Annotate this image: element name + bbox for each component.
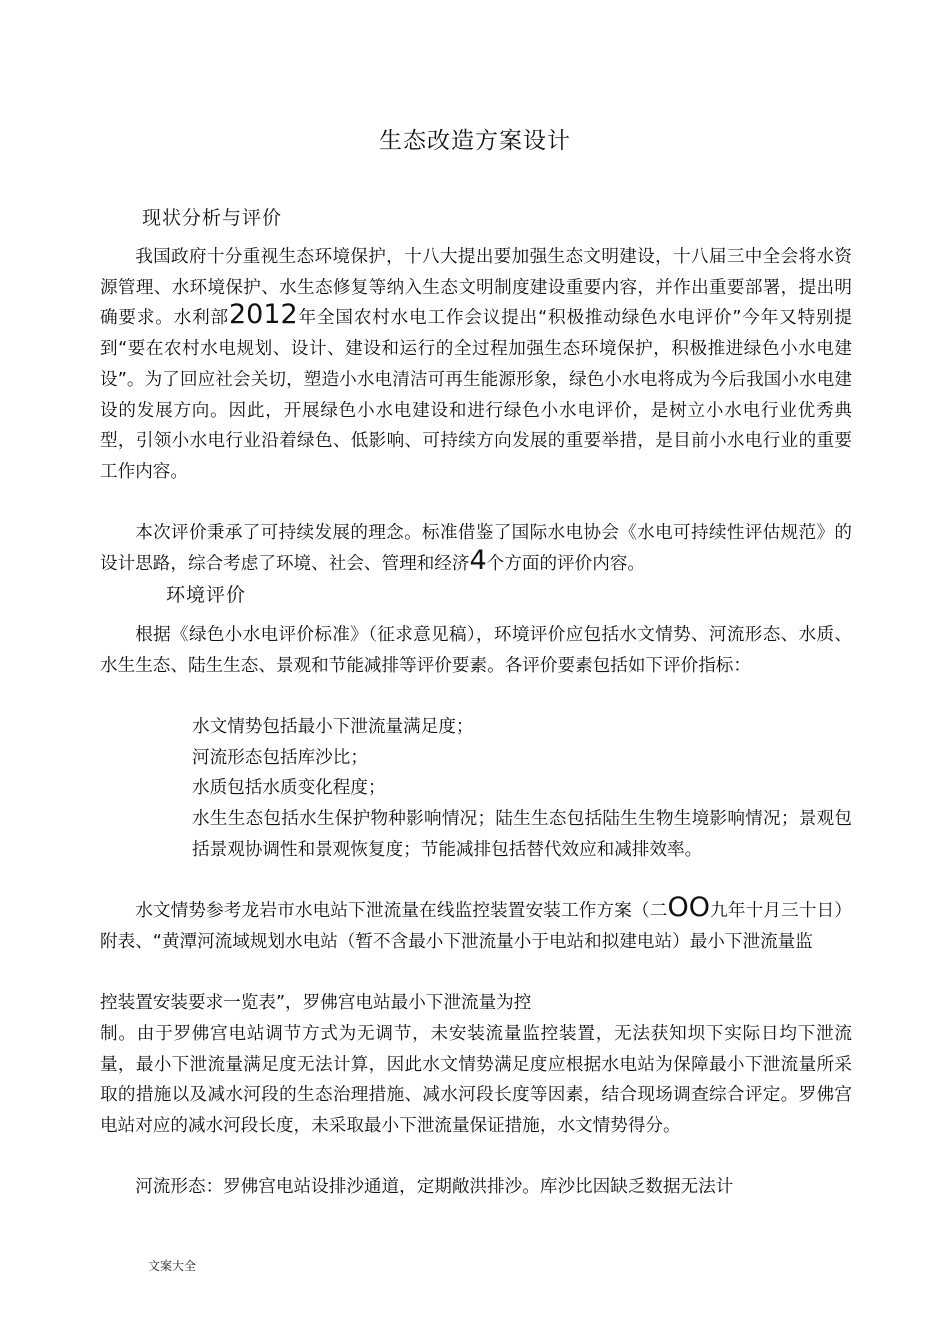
paragraph-policy-background <box>100 242 852 488</box>
aspect-count: 4 <box>469 544 487 576</box>
paragraph-hydrology-line: 控装置安装要求一览表”，罗佛宫电站最小下泄流量为控 <box>100 993 532 1013</box>
year-digits: OO <box>667 892 711 923</box>
list-item: 河流形态包括库沙比； <box>192 747 368 768</box>
footer-label: 文案大全 <box>148 1259 197 1273</box>
list-item: 水生生态包括水生保护物种影响情况；陆生生态包括陆生生物生境影响情况；景观包括景观协调性和景观恢复度；节能减排包括替代效应和减排效率。 <box>192 809 852 860</box>
paragraph-text: 个方面的评价内容。 <box>486 553 646 574</box>
paragraph-hydrology-b: 制。由于罗佛宫电站调节方式为无调节，未安装流量监控装置，无法获知坝下实际日均下泄流量，最小下泄流量满足度无法计算，因此水文情势满足度应根据水电站为保障最小下泄流量所采取的措施以及减水河段的生态治理措施、减水河段长度等因素，结合现场调查综合评定。罗佛宫电站对应的减水河段长度，未采取最小下泄流量保证措施，水文情势得分。 <box>100 1024 852 1137</box>
paragraph-evaluation-standard: 根据《绿色小水电评价标准》（征求意见稿），环境评价应包括水文情势、河流形态、水质、水生生态、陆生生态、景观和节能减排等评价要素。各评价要素包括如下评价指标： <box>100 625 852 676</box>
paragraph-text: 九年十月三十日）附表、“黄潭河流域规划水电站（暂不含最小下泄流量小于电站和拟建电站）最小下泄流量监 <box>100 901 852 952</box>
page-title: 生态改造方案设计 <box>379 128 571 154</box>
section-heading-environment: 环境评价 <box>166 584 247 606</box>
list-item: 水质包括水质变化程度； <box>192 778 386 799</box>
paragraph-text: 水文情势参考龙岩市水电站下泄流量在线监控装置安装工作方案（二 <box>135 901 668 921</box>
criteria-list <box>192 712 852 866</box>
paragraph-text: 我国政府十分重视生态环境保护，十八大提出要加强生态文明建设，十八届三中全会将水资源管理、水环境保护、水生态修复等纳入生态文明制度建设重要内容，并作出重要部署，提出明确要求。水利部 <box>100 247 852 329</box>
paragraph-text: 本次评价秉承了可持续发展的理念。标准借鉴了国际水电协会《水电可持续性评估规范》的设计思路，综合考虑了环境、社会、管理和经济 <box>100 523 852 574</box>
paragraph-hydrology-a <box>100 892 852 957</box>
paragraph-text: 年全国农村水电工作会议提出“积极推动绿色水电评价”今年又特别提到“要在农村水电规划、设计、建设和运行的全过程加强生态环境保护，积极推进绿色小水电建设”。为了回应社会关切，塑造小水电清洁可再生能源形象，绿色小水电将成为今后我国小水电建设的发展方向。因此，开展绿色小水电建设和进行绿色小水电评价，是树立小水电行业优秀典型，引领小水电行业沿着绿色、低影响、可持续方向发展的重要举措，是目前小水电行业的重要工作内容。 <box>100 308 852 482</box>
year-number: 2012 <box>229 299 298 331</box>
paragraph-river-morphology: 河流形态：罗佛宫电站设排沙通道，定期敞洪排沙。库沙比因缺乏数据无法计 <box>135 1177 734 1197</box>
section-heading-status: 现状分析与评价 <box>142 207 283 229</box>
list-item: 水文情势包括最小下泄流量满足度； <box>192 717 474 737</box>
paragraph-evaluation-concept <box>100 518 852 579</box>
